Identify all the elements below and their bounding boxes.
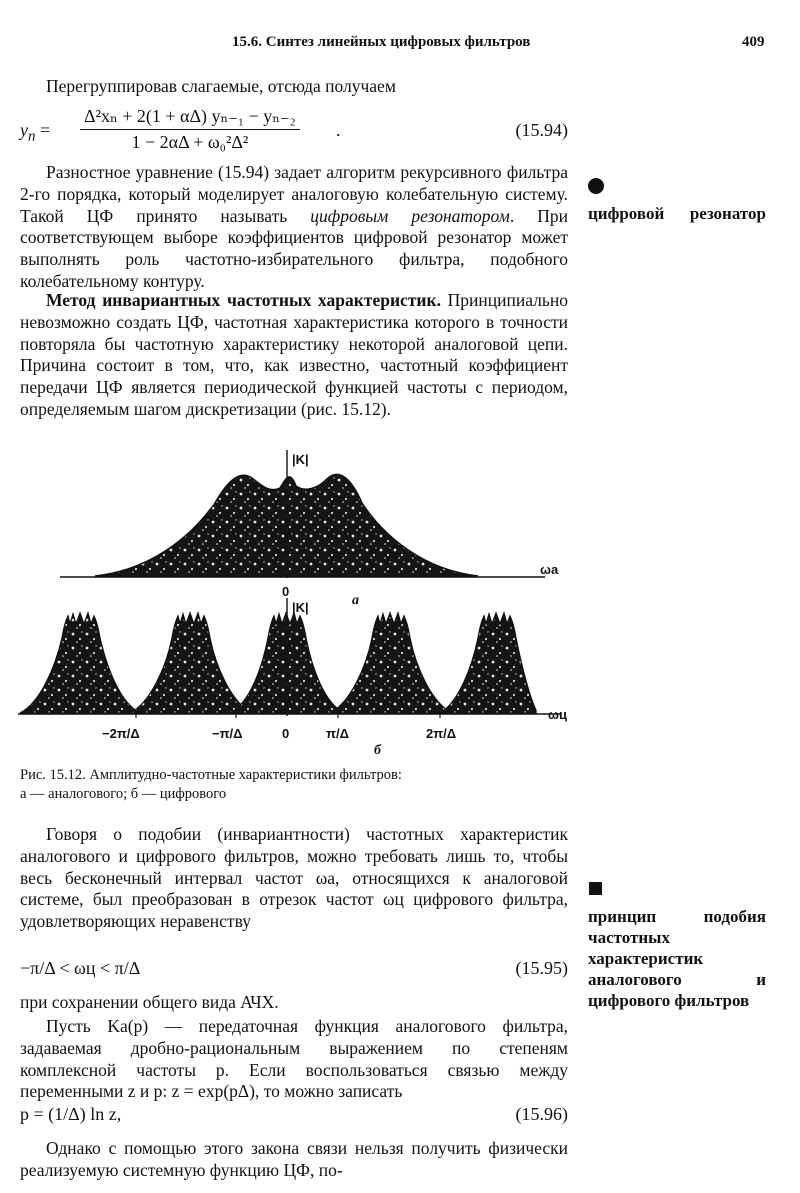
- figure-15-12: [0, 448, 580, 768]
- term-digital-resonator: цифровым резонатором: [310, 205, 510, 226]
- bottom-panel-label: б: [374, 743, 381, 758]
- tick-label-pi: π/Δ: [326, 726, 349, 741]
- tick-label-2pi: 2π/Δ: [426, 726, 457, 741]
- paragraph-similarity: [20, 824, 568, 933]
- paragraph-realizability: [20, 1138, 568, 1182]
- margin-bullet-circle: [588, 178, 604, 194]
- para1-text-a: Разностное уравнение (15.94) задает алгоритм рекурсивного фильтра 2-го порядка, который моделирует аналоговую колебательную систему. Такой ЦФ принято называть: [20, 162, 568, 226]
- margin-note-text: цифровой резонатор: [588, 204, 766, 223]
- paragraph-amplitude: [20, 992, 568, 1014]
- caption-line-1: Рис. 15.12. Амплитудно-частотные характеристики фильтров:: [20, 767, 402, 783]
- para1-text-b: . При соответствующем выборе коэффициентов цифровой резонатор может выполнять роль частотно-избирательного фильтра, подобного колебательному контуру.: [20, 205, 568, 291]
- bottom-x-label: ωц: [548, 707, 567, 722]
- equation-15-96: [20, 1104, 568, 1130]
- eq-lhs-sub: n: [28, 128, 36, 145]
- digital-response-plot: [18, 598, 567, 758]
- intro-paragraph: [20, 76, 568, 98]
- eq-inequality: −π/Δ < ωц < π/Δ: [20, 958, 141, 978]
- equation-15-94: $y_n$ = $\frac{\text{Δ²xₙ + 2(1 + αΔ) yₙ₋₁ − yₙ₋₂}}{\text{1 − 2αΔ + ω₀²Δ²}}$ . (15.94): [20, 106, 568, 152]
- tick-label-minus-2pi: −2π/Δ: [102, 726, 140, 741]
- para6-text: Однако с помощью этого закона связи нельзя получить физически реализуемую системную функцию ЦФ, по-: [20, 1138, 568, 1180]
- top-x-label: ωa: [540, 562, 559, 577]
- eq-denominator: 1 − 2αΔ + ω₀²Δ²: [131, 132, 249, 152]
- analog-response-plot: [60, 450, 559, 608]
- tick-label-zero: 0: [282, 726, 290, 741]
- margin-note-similarity: [588, 906, 766, 1011]
- equation-15-95: [20, 958, 568, 984]
- caption-line-2: а — аналогового; б — цифрового: [20, 786, 227, 802]
- margin-bullet-square: [589, 882, 602, 895]
- bottom-y-label: |K|: [292, 600, 309, 615]
- top-y-label: |K|: [292, 452, 309, 467]
- section-heading-invariant: Метод инвариантных частотных характеристик.: [46, 290, 441, 310]
- digital-lobe-plus1: [330, 613, 452, 713]
- eq-number: (15.94): [515, 120, 568, 140]
- margin-note-text-2: принцип подобия частотных характеристик аналогового и цифрового фильтров: [588, 907, 766, 1010]
- eq-log: p = (1/Δ) ln z,: [20, 1104, 122, 1124]
- page-number: 409: [742, 34, 765, 50]
- top-panel-label: а: [352, 593, 359, 608]
- digital-lobe-minus2: [20, 613, 140, 713]
- intro-text: Перегруппировав слагаемые, отсюда получаем: [46, 76, 396, 96]
- paragraph-invariant-method: [20, 290, 568, 421]
- top-origin-label: 0: [282, 584, 290, 599]
- running-header: 15.6. Синтез линейных цифровых фильтров: [232, 34, 531, 50]
- eq-fraction: [80, 106, 300, 153]
- tick-label-minus-pi: −π/Δ: [212, 726, 243, 741]
- digital-lobe-minus1: [130, 613, 252, 713]
- para4-text: при сохранении общего вида АЧХ.: [20, 992, 279, 1012]
- eq-number-15-95: (15.95): [515, 958, 568, 978]
- paragraph-transfer-function: [20, 1016, 568, 1103]
- para5-text: Пусть Kа(p) — передаточная функция аналогового фильтра, задаваемая дробно-рациональным выражением по степеням комплексной частоты p. Если воспользоваться связью между переменными z и p: z = exp(pΔ), то можно записать: [20, 1016, 568, 1102]
- para3-text: Говоря о подобии (инвариантности) частотных характеристик аналогового и цифрового фильтров, можно требовать лишь то, чтобы весь бесконечный интервал частот ωа, относящихся к аналоговой системе, был преобразован в отрезок частот ωц цифрового фильтра, удовлетворяющих неравенству: [20, 824, 568, 932]
- figure-caption: [20, 766, 580, 804]
- eq-numerator: Δ²xₙ + 2(1 + αΔ) yₙ₋₁ − yₙ₋₂: [80, 106, 300, 130]
- eq-lhs: y: [20, 120, 28, 140]
- eq-number-15-96: (15.96): [515, 1104, 568, 1124]
- margin-note-resonator: [588, 203, 766, 224]
- para2-text: Принципиально невозможно создать ЦФ, частотная характеристика которого в точности повторяла бы частотную характеристику некоторой аналоговой цепи. Причина состоит в том, что, как известно, частотный коэффициент передачи ЦФ является периодической функцией частоты с периодом, определяемым шагом дискретизации (рис. 15.12).: [20, 290, 568, 419]
- paragraph-resonator: [20, 162, 568, 293]
- digital-lobe-plus2: [440, 613, 536, 713]
